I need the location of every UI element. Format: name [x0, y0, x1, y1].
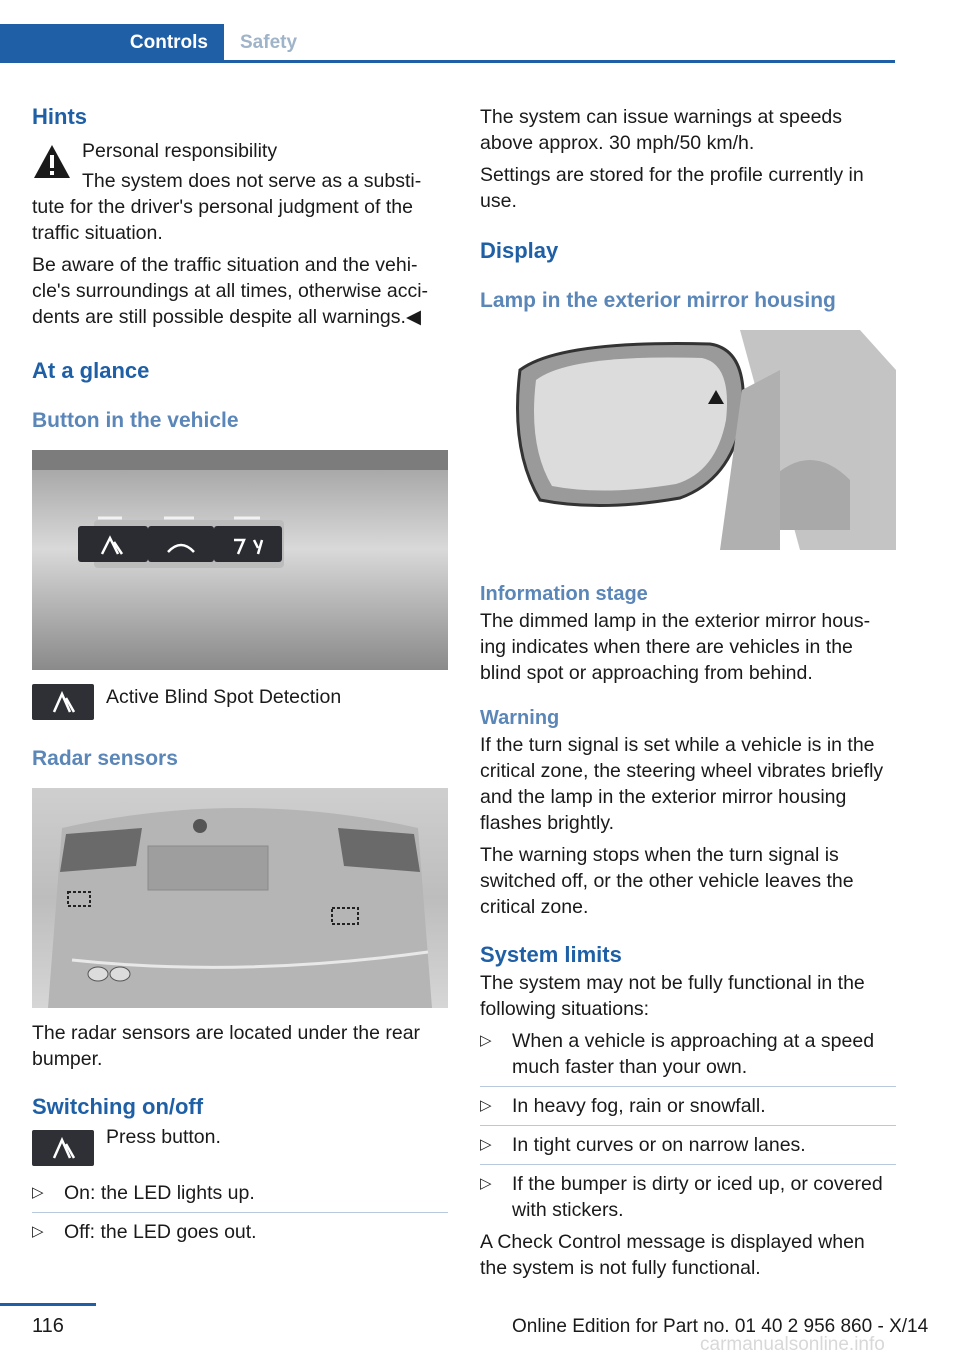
warning-text-cont: tute for the driver's personal judgment of the traffic situation. [32, 196, 413, 244]
radar-sensor-image [32, 788, 448, 1008]
list-item-text: On: the LED lights up. [64, 1182, 255, 1204]
speed-text: The system can issue warnings at speeds above approx. 30 mph/50 km/h. [480, 106, 843, 154]
list-item-text: If the bumper is dirty or iced up, or covered with stickers. [512, 1173, 883, 1221]
bullet-triangle-icon: ▷ [480, 1175, 492, 1192]
list-item-text: When a vehicle is approaching at a speed much faster than your own. [512, 1030, 875, 1078]
bullet-triangle-icon: ▷ [480, 1032, 492, 1049]
chapter-tabs [0, 24, 895, 63]
bullet-triangle-icon: ▷ [32, 1223, 44, 1240]
warning-stop-text: The warning stops when the turn signal is switched off, or the other vehicle leaves the critical zone. [480, 844, 854, 918]
abs-button-row [32, 684, 448, 724]
radar-text: The radar sensors are located under the rear bumper. [32, 1022, 421, 1070]
edition-text: Online Edition for Part no. 01 40 2 956 860 - X/14 [512, 1316, 929, 1337]
info-heading: Information stage [480, 583, 648, 605]
warning-block [32, 138, 448, 194]
list-item-text: Off: the LED goes out. [64, 1221, 257, 1243]
warning-title: Personal responsibility [82, 140, 278, 162]
switch-heading: Switching on/off [32, 1094, 204, 1119]
bullet-triangle-icon: ▷ [32, 1184, 44, 1201]
vehicle-button-illustration [32, 450, 448, 670]
warning-triangle-icon [32, 142, 72, 182]
blind-spot-button-icon[interactable] [32, 1130, 94, 1166]
check-control-text: A Check Control message is displayed when the system is not fully functional. [480, 1231, 865, 1279]
hints-heading: Hints [32, 104, 87, 129]
radar-heading: Radar sensors [32, 747, 178, 770]
list-item-text: In tight curves or on narrow lanes. [512, 1134, 806, 1156]
bullet-triangle-icon: ▷ [480, 1136, 492, 1153]
blind-spot-button-icon[interactable] [32, 684, 94, 720]
tab-safety[interactable]: Safety [240, 32, 298, 53]
list-item [32, 1219, 448, 1245]
info-text: The dimmed lamp in the exterior mirror hous‐ing indicates when there are vehicles in the blind spot or approaching from behind. [480, 610, 871, 684]
footer-rule [0, 1303, 96, 1306]
list-item [480, 1028, 896, 1087]
rear-bumper-illustration [32, 788, 448, 1008]
mirror-image [480, 330, 896, 550]
limits-heading: System limits [480, 942, 622, 967]
press-button-text: Press button. [106, 1126, 221, 1148]
display-heading: Display [480, 238, 559, 263]
right-column [480, 104, 896, 1281]
at-a-glance-heading: At a glance [32, 358, 150, 383]
list-item [480, 1132, 896, 1165]
press-button-row [32, 1126, 448, 1170]
warning-heading: Warning [480, 707, 560, 729]
abs-label: Active Blind Spot Detection [106, 686, 342, 708]
exterior-mirror-illustration [480, 330, 896, 550]
list-item [480, 1093, 896, 1126]
lamp-heading: Lamp in the exterior mirror housing [480, 289, 836, 312]
page-number: 116 [32, 1315, 64, 1337]
warning-text-line1: The system does not serve as a substi‐ [82, 170, 422, 192]
warning-text-2: Be aware of the traffic situation and the vehi‐cle's surroundings at all times, otherwise acci‐dents are still possible despite all warnings.◀ [32, 254, 429, 328]
tab-controls[interactable]: Controls [0, 24, 224, 60]
button-heading: Button in the vehicle [32, 409, 239, 432]
list-item [32, 1180, 448, 1213]
bullet-triangle-icon: ▷ [480, 1097, 492, 1114]
watermark: carmanualsonline.info [700, 1334, 885, 1355]
left-column [32, 100, 448, 1245]
list-item [480, 1171, 896, 1223]
settings-text: Settings are stored for the profile currently in use. [480, 164, 864, 212]
button-panel-image [32, 450, 448, 670]
limits-text: The system may not be fully functional in the following situations: [480, 972, 865, 1020]
warning-text: If the turn signal is set while a vehicle is in the critical zone, the steering wheel vibrates briefly and the lamp in the exterior mirror housing flashes brightly. [480, 734, 884, 834]
list-item-text: In heavy fog, rain or snowfall. [512, 1095, 766, 1117]
